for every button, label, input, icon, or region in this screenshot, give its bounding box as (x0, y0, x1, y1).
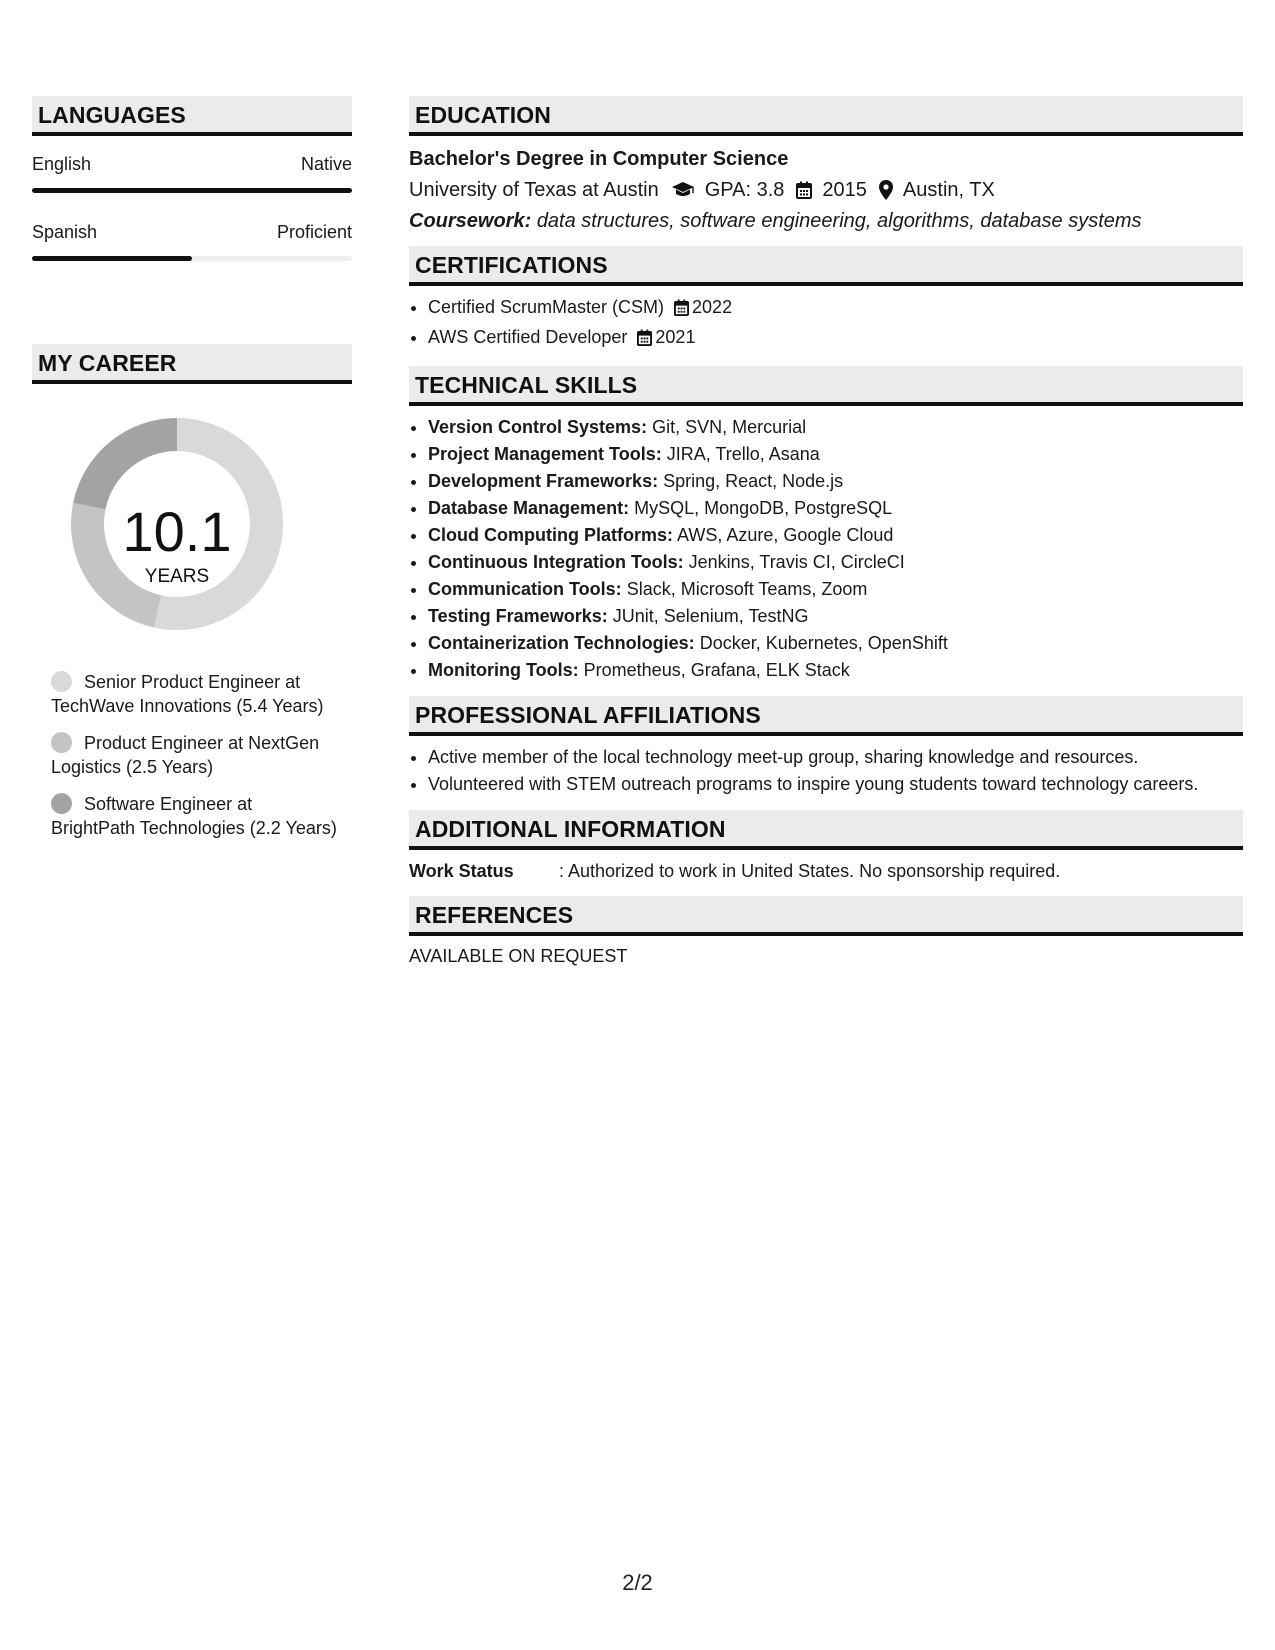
skill-item (428, 603, 1243, 630)
career-legend-item (51, 731, 341, 779)
certification-name: Certified ScrumMaster (CSM) (428, 297, 665, 317)
affiliation-item: • Active member of the local technology meet-up group, sharing knowledge and resources. (428, 744, 1243, 771)
work-status-label: Work Status (409, 861, 514, 881)
skill-values: Prometheus, Grafana, ELK Stack (583, 660, 850, 680)
right-column (409, 96, 1243, 979)
skill-category: Testing Frameworks: (428, 606, 608, 626)
skills-list (409, 414, 1243, 684)
skill-values: JIRA, Trello, Asana (666, 444, 820, 464)
career-legend-item (51, 670, 341, 718)
skill-item (428, 630, 1243, 657)
references-heading: REFERENCES (409, 896, 1243, 936)
skill-item (428, 549, 1243, 576)
proficiency-bar-fill (32, 188, 352, 193)
skill-category: Continuous Integration Tools: (428, 552, 684, 572)
school-name: University of Texas at Austin (409, 179, 659, 201)
skill-values: Slack, Microsoft Teams, Zoom (626, 579, 868, 599)
coursework (409, 208, 1243, 234)
skill-item (428, 522, 1243, 549)
additional-info-section (409, 810, 1243, 884)
location-pin-icon (879, 180, 893, 200)
references-text: AVAILABLE ON REQUEST (409, 946, 628, 966)
work-status-value: : Authorized to work in United States. No sponsorship required. (559, 861, 1061, 881)
skill-category: Version Control Systems: (428, 417, 648, 437)
legend-swatch (51, 793, 72, 814)
skill-values: Jenkins, Travis CI, CircleCI (688, 552, 905, 572)
language-level: Native (300, 154, 352, 174)
skills-heading: TECHNICAL SKILLS (409, 366, 1243, 406)
language-row (32, 136, 352, 204)
languages-list (32, 136, 352, 272)
skill-item (428, 414, 1243, 441)
skill-values: AWS, Azure, Google Cloud (677, 525, 894, 545)
career-legend (51, 670, 341, 840)
language-name: Spanish (32, 222, 98, 242)
skills-section (409, 366, 1243, 684)
references-section (409, 896, 1243, 967)
skill-category: Monitoring Tools: (428, 660, 579, 680)
skill-values: JUnit, Selenium, TestNG (612, 606, 809, 626)
language-row (32, 204, 352, 272)
affiliations-list (409, 744, 1243, 798)
proficiency-bar-fill (32, 256, 192, 261)
calendar-icon (637, 327, 652, 354)
education-heading: EDUCATION (409, 96, 1243, 136)
career-label: Senior Product Engineer at TechWave Innovations (5.4 Years) (51, 672, 324, 716)
skill-values: Spring, React, Node.js (663, 471, 844, 491)
education-location: Austin, TX (902, 179, 995, 201)
certification-name: AWS Certified Developer (428, 327, 628, 347)
proficiency-bar (32, 256, 352, 261)
total-years-value: 10.1 (122, 500, 232, 563)
skill-category: Project Management Tools: (428, 444, 662, 464)
career-donut-chart (32, 384, 352, 644)
skill-values: MySQL, MongoDB, PostgreSQL (634, 498, 893, 518)
certifications-heading: CERTIFICATIONS (409, 246, 1243, 286)
certification-item (428, 294, 1243, 324)
career-label: Software Engineer at BrightPath Technologies (2.2 Years) (51, 794, 337, 838)
certification-item (428, 324, 1243, 354)
degree-title: Bachelor's Degree in Computer Science (409, 148, 789, 170)
skill-item (428, 468, 1243, 495)
language-name: English (32, 154, 92, 174)
skill-category: Communication Tools: (428, 579, 622, 599)
skill-values: Docker, Kubernetes, OpenShift (699, 633, 948, 653)
calendar-icon (674, 297, 689, 324)
gpa-value: GPA: 3.8 (704, 179, 785, 201)
donut-segment (73, 418, 177, 509)
career-label: Product Engineer at NextGen Logistics (2.5 Years) (51, 733, 320, 777)
certification-year: 2021 (655, 327, 696, 347)
education-details (409, 177, 1243, 203)
left-column (32, 96, 352, 853)
skill-item (428, 495, 1243, 522)
coursework-label: Coursework: (409, 210, 532, 232)
education-section (409, 96, 1243, 234)
skill-category: Cloud Computing Platforms: (428, 525, 673, 545)
skill-category: Database Management: (428, 498, 630, 518)
skill-item (428, 657, 1243, 684)
skill-item (428, 441, 1243, 468)
language-level: Proficient (276, 222, 352, 242)
page-indicator: 2/2 (622, 1570, 653, 1595)
affiliation-item: • Volunteered with STEM outreach programs to inspire young students toward technology careers. (428, 771, 1243, 798)
affiliations-heading: PROFESSIONAL AFFILIATIONS (409, 696, 1243, 736)
affiliations-section (409, 696, 1243, 798)
languages-heading: LANGUAGES (32, 96, 352, 136)
skill-category: Development Frameworks: (428, 471, 659, 491)
skill-item (428, 576, 1243, 603)
total-years-unit: YEARS (144, 566, 210, 587)
career-heading: MY CAREER (32, 344, 352, 384)
proficiency-bar (32, 188, 352, 193)
certifications-list (409, 294, 1243, 354)
graduation-cap-icon (671, 181, 695, 199)
legend-swatch (51, 671, 72, 692)
certifications-section (409, 246, 1243, 354)
work-status-row (409, 858, 1243, 884)
legend-swatch (51, 732, 72, 753)
additional-info-heading: ADDITIONAL INFORMATION (409, 810, 1243, 850)
coursework-text: data structures, software engineering, algorithms, database systems (536, 210, 1142, 232)
career-legend-item (51, 792, 341, 840)
certification-year: 2022 (692, 297, 733, 317)
skill-values: Git, SVN, Mercurial (652, 417, 807, 437)
graduation-year: 2015 (822, 179, 867, 201)
calendar-icon (796, 181, 812, 199)
skill-category: Containerization Technologies: (428, 633, 695, 653)
